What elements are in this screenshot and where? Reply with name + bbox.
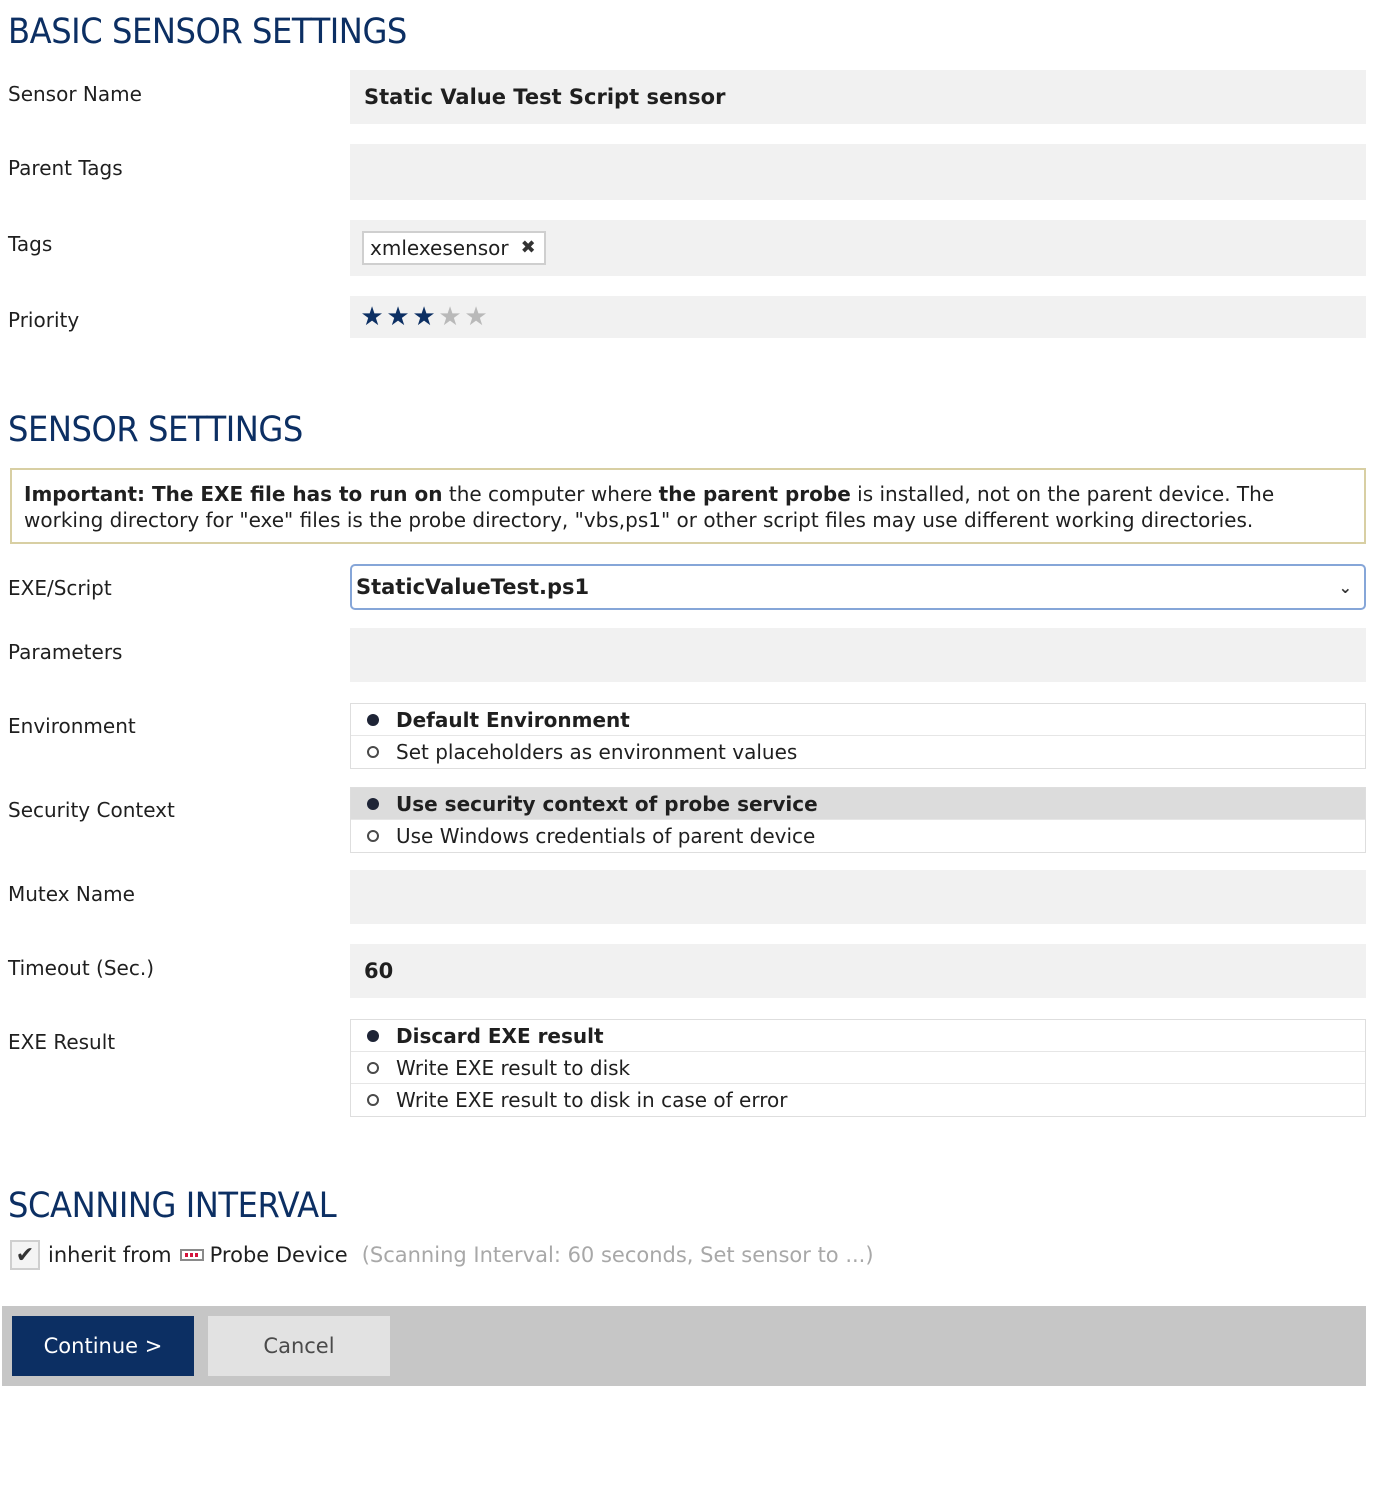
checkmark-icon: ✔ [15,1242,35,1268]
priority-label: Priority [8,308,80,332]
radio-unselected-icon [367,746,379,758]
inherit-interval-row [10,1238,874,1272]
environment-radio-group [350,703,1366,769]
environment-option-label: Set placeholders as environment values [396,740,798,764]
parent-tags-field [350,144,1366,200]
exe-result-option-label: Write EXE result to disk [396,1055,631,1080]
notice-text-2: is installed, not on the parent device. The working directory for "exe" files is the probe directory, "vbs,ps1" or other script files may use different working directories. [24,482,1275,532]
exe-script-label: EXE/Script [8,576,112,600]
exe-script-select[interactable] [350,564,1366,610]
basic-settings-title: BASIC SENSOR SETTINGS [8,12,407,52]
exe-result-option-discard[interactable] [351,1020,1365,1052]
priority-field [350,296,1366,338]
priority-star-icon[interactable]: ★ [438,302,462,332]
remove-tag-icon[interactable]: ✖ [520,237,536,258]
exe-result-label: EXE Result [8,1030,116,1054]
exe-script-value: StaticValueTest.ps1 [356,575,590,599]
exe-result-option-label: Write EXE result to disk in case of error [396,1088,788,1112]
cancel-button[interactable]: Cancel [208,1316,390,1376]
radio-selected-icon [367,1030,379,1042]
sensor-settings-title: SENSOR SETTINGS [8,410,303,450]
timeout-label: Timeout (Sec.) [8,956,155,980]
tag-chip [362,231,546,265]
radio-selected-icon [367,798,379,810]
inherit-checkbox[interactable] [10,1240,40,1270]
tag-chip-label: xmlexesensor [370,236,509,260]
probe-device-icon [180,1249,204,1261]
exe-result-option-write[interactable] [351,1052,1365,1084]
chevron-down-icon: ⌄ [1338,577,1352,597]
priority-star-icon[interactable]: ★ [464,302,488,332]
probe-device-link[interactable]: Probe Device [209,1243,348,1267]
priority-star-icon[interactable]: ★ [386,302,410,332]
mutex-name-label: Mutex Name [8,882,135,906]
radio-unselected-icon [367,830,379,842]
environment-label: Environment [8,714,136,738]
radio-unselected-icon [367,1062,379,1074]
notice-bold-2: the parent probe [658,482,851,506]
continue-button[interactable]: Continue > [12,1316,194,1376]
mutex-name-input[interactable] [350,870,1366,924]
security-option-probe-service[interactable] [351,788,1365,820]
security-option-label: Use Windows credentials of parent device [396,824,816,848]
exe-result-option-label: Discard EXE result [396,1023,604,1048]
environment-option-label: Default Environment [396,707,630,732]
priority-star-icon[interactable]: ★ [412,302,436,332]
timeout-input[interactable] [350,944,1366,998]
exe-result-radio-group [350,1019,1366,1117]
tags-label: Tags [8,232,53,256]
priority-star-icon[interactable]: ★ [360,302,384,332]
important-notice [10,468,1366,544]
exe-result-option-write-on-error[interactable] [351,1084,1365,1116]
sensor-name-value: Static Value Test Script sensor [364,85,726,109]
timeout-value: 60 [364,959,394,983]
parameters-label: Parameters [8,640,123,664]
security-option-windows-credentials[interactable] [351,820,1365,852]
parameters-input[interactable] [350,628,1366,682]
sensor-name-label: Sensor Name [8,82,142,106]
radio-selected-icon [367,714,379,726]
parent-tags-label: Parent Tags [8,156,123,180]
notice-text-1: the computer where [442,482,659,506]
radio-unselected-icon [367,1094,379,1106]
security-context-radio-group [350,787,1366,853]
scanning-interval-title: SCANNING INTERVAL [8,1186,337,1226]
interval-detail: (Scanning Interval: 60 seconds, Set sensor to ...) [361,1243,874,1267]
priority-stars [359,304,489,330]
sensor-name-input[interactable] [350,70,1366,124]
inherit-label: inherit from [48,1243,172,1267]
environment-option-placeholders[interactable] [351,736,1365,768]
environment-option-default[interactable] [351,704,1365,736]
security-option-label: Use security context of probe service [396,791,818,816]
form-actions-bar [2,1306,1366,1386]
notice-bold-1: Important: The EXE file has to run on [24,482,443,506]
security-context-label: Security Context [8,798,175,822]
tags-input[interactable] [350,220,1366,276]
